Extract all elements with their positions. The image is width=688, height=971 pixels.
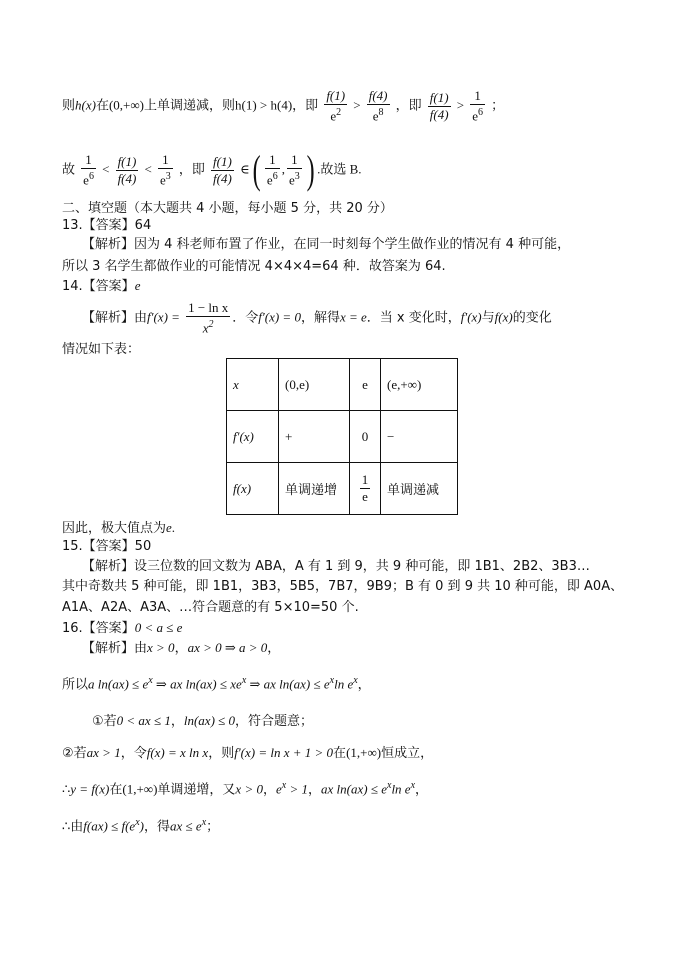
- denominator: e: [372, 108, 379, 124]
- q14-answer: [62, 278, 140, 295]
- exponent: x: [241, 675, 247, 686]
- fraction: [367, 88, 390, 124]
- table-cell: (e,+∞): [381, 359, 458, 411]
- exponent: x: [329, 675, 335, 686]
- math: f′(x): [460, 309, 482, 325]
- exponent: 3: [165, 170, 171, 182]
- q16-case-2: [62, 745, 433, 762]
- text: 14.【答案】: [62, 279, 135, 294]
- numerator: f(1): [326, 88, 346, 103]
- numerator: 1: [287, 152, 302, 169]
- exponent: 6: [477, 107, 483, 118]
- math: h(x): [75, 97, 96, 113]
- fraction: [324, 88, 347, 124]
- math: x > 0: [147, 640, 175, 655]
- right-paren: ): [306, 147, 315, 192]
- text: .故选 B.: [317, 161, 362, 177]
- text: 恒成立，: [381, 746, 434, 761]
- math: h(1) > h(4): [235, 97, 293, 113]
- exponent: x: [148, 675, 153, 686]
- numerator: 1: [361, 472, 369, 487]
- table-cell: [350, 463, 381, 515]
- text: ；: [206, 819, 220, 835]
- math: f′(x) = 0: [258, 309, 301, 325]
- text: ，令: [120, 746, 147, 761]
- left-paren: (: [252, 147, 261, 192]
- numerator: 1: [81, 152, 96, 169]
- numerator: f(1): [117, 153, 137, 169]
- line-monotone-h: [62, 88, 504, 124]
- q15-analysis-2: 其中奇数共 5 种可能，即 1B1，3B3，5B5，7B7，9B9；B 有 0 到 9 共 10 种可能，即 A0A、: [62, 579, 624, 594]
- denominator: e: [362, 489, 368, 504]
- text: ∴由: [62, 819, 84, 835]
- fraction: [287, 152, 302, 188]
- numerator: f(1): [213, 153, 232, 169]
- text: ，: [170, 714, 184, 729]
- q15-analysis-3: A1A、A2A、A3A、…符合题意的有 5×10=50 个.: [62, 600, 359, 615]
- fraction: [211, 154, 234, 187]
- text: 故: [62, 162, 76, 178]
- math: x = e: [339, 309, 367, 325]
- section-title: 二、填空题（本大题共 4 小题，每小题 5 分，共 20 分）: [62, 201, 393, 216]
- exponent: 8: [378, 107, 384, 118]
- numerator: 1 − ln x: [188, 300, 229, 315]
- text: ，: [308, 782, 322, 798]
- math: e: [275, 781, 282, 797]
- text: ，解得: [300, 310, 340, 326]
- q14-analysis-2: 情况如下表：: [62, 342, 141, 357]
- numerator: 1: [470, 88, 485, 105]
- math: >: [456, 97, 465, 113]
- numerator: f(4): [368, 88, 388, 103]
- math: e: [134, 278, 141, 293]
- math: f′(x) =: [147, 309, 180, 325]
- exponent: x: [135, 817, 140, 828]
- q15-analysis-1: 【解析】设三位数的回文数为 ABA，A 有 1 到 9，共 9 种可能，即 1B1、2B2、3B3…: [82, 559, 590, 574]
- exponent: 6: [272, 170, 278, 182]
- text: 在: [333, 746, 347, 761]
- math: (1,+∞): [346, 745, 382, 760]
- text: ，: [174, 641, 188, 656]
- text: 16.【答案】: [62, 621, 135, 636]
- q16-analysis-2: [62, 673, 371, 693]
- text: ①若: [92, 714, 117, 729]
- math: <: [144, 161, 152, 177]
- denominator: e: [266, 172, 273, 188]
- text: ，符合题意；: [235, 714, 314, 729]
- math: 0 < a ≤ e: [134, 620, 183, 635]
- math: ax ln(ax) ≤ e: [321, 781, 387, 797]
- table-cell: −: [381, 411, 458, 463]
- fraction: [158, 152, 173, 188]
- math: 0 < ax ≤ 1: [116, 713, 171, 728]
- q15-answer: 15.【答案】50: [62, 539, 152, 554]
- text: ，即: [395, 98, 422, 114]
- table-row: [227, 359, 458, 411]
- q16-therefore-1: [62, 778, 428, 798]
- denominator: e: [83, 172, 89, 188]
- numerator: 1: [158, 152, 173, 169]
- text: ，: [262, 782, 276, 798]
- q16-analysis-1: [82, 640, 280, 657]
- table-cell: 单调递增: [279, 463, 350, 515]
- exponent: x: [353, 675, 358, 686]
- fraction: [265, 152, 280, 188]
- math: ∴: [62, 781, 71, 797]
- math: ln(ax) ≤ 0: [183, 713, 236, 728]
- denominator: f(4): [213, 170, 232, 186]
- table-row: [227, 411, 458, 463]
- fraction: [186, 300, 230, 336]
- math: a ln(ax) ≤ e: [88, 676, 149, 692]
- table-cell: +: [279, 411, 350, 463]
- math: ax > 0 ⇒ a > 0: [187, 640, 268, 655]
- math: e: [166, 520, 172, 535]
- text: 则: [62, 98, 76, 114]
- q13-analysis-2: 所以 3 名学生都做作业的可能情况 4×4×4=64 种．故答案为 64.: [62, 259, 446, 274]
- text: ，即: [292, 98, 319, 114]
- text: ，即: [178, 162, 205, 178]
- math: (0,+∞): [108, 97, 144, 113]
- text: 在: [95, 98, 109, 114]
- text: 在: [109, 782, 123, 798]
- numerator: 1: [265, 152, 280, 169]
- text: ，: [415, 782, 429, 798]
- text: ，得: [143, 819, 170, 835]
- text: 所以: [62, 677, 89, 693]
- math: ⇒ ax ln(ax) ≤ e: [246, 676, 330, 692]
- math: f′(x) = ln x + 1 > 0: [234, 745, 334, 760]
- math: x > 0: [235, 781, 263, 797]
- math: ): [139, 818, 144, 834]
- exponent: 3: [294, 170, 300, 182]
- math: f(x): [494, 309, 513, 325]
- table-cell: 0: [350, 411, 381, 463]
- denominator: e: [288, 172, 295, 188]
- q16-case-1: [92, 713, 313, 730]
- q14-analysis-1: [82, 300, 552, 336]
- fraction: [428, 90, 451, 123]
- table-cell: f′(x): [227, 411, 279, 463]
- fraction: [360, 472, 371, 505]
- math: f(ax) ≤ f: [83, 818, 126, 834]
- math: ln e: [334, 676, 354, 692]
- text: 单调递增，又: [157, 782, 236, 798]
- q16-therefore-2: [62, 815, 219, 835]
- math: ⇒ ax ln(ax) ≤ xe: [152, 676, 242, 692]
- text: ，: [267, 641, 281, 656]
- denominator: e: [330, 108, 337, 124]
- text: ②若: [62, 746, 87, 761]
- math: > 1: [286, 781, 308, 797]
- variation-table: [226, 358, 458, 515]
- math: ∈: [239, 161, 250, 177]
- text: 【解析】由: [82, 310, 148, 326]
- exponent: 6: [88, 170, 94, 182]
- q13-answer: 13.【答案】64: [62, 218, 152, 233]
- math: >: [353, 97, 361, 113]
- text: ．令: [232, 310, 259, 326]
- fraction: [470, 88, 485, 124]
- table-cell: (0,e): [279, 359, 350, 411]
- table-cell: x: [227, 359, 279, 411]
- table-cell: e: [350, 359, 381, 411]
- exponent: x: [410, 780, 416, 791]
- text: 上单调递减，则: [143, 98, 235, 114]
- line-conclusion: [62, 147, 362, 192]
- exponent: 2: [336, 107, 342, 118]
- exponent: x: [201, 817, 207, 828]
- denominator: e: [159, 172, 166, 188]
- exponent: 2: [208, 319, 214, 330]
- table-row: [227, 463, 458, 515]
- table-cell: 单调递减: [381, 463, 458, 515]
- exponent: x: [386, 780, 392, 791]
- text: ．当 x 变化时，: [366, 310, 461, 326]
- table-cell: f(x): [227, 463, 279, 515]
- math: <: [102, 161, 110, 177]
- text: 与: [481, 310, 495, 326]
- text: .: [171, 520, 176, 535]
- q13-analysis-1: 【解析】因为 4 科老师布置了作业，在同一时刻每个学生做作业的情况有 4 种可能，: [82, 237, 571, 252]
- text: ，则: [208, 746, 235, 761]
- math: ax > 1: [86, 745, 121, 760]
- math: ,: [281, 161, 285, 177]
- denominator: x: [202, 320, 209, 336]
- denominator: e: [472, 108, 478, 124]
- text: 的变化: [512, 310, 552, 326]
- text: 【解析】由: [82, 641, 148, 656]
- math: f(x) = x ln x: [146, 745, 209, 760]
- numerator: f(1): [429, 89, 449, 105]
- text: ，: [357, 677, 371, 693]
- q14-conclusion: [62, 520, 175, 537]
- exponent: x: [281, 780, 287, 791]
- text: 因此，极大值点为: [62, 521, 167, 536]
- fraction: [116, 154, 139, 187]
- fraction: [81, 152, 96, 188]
- math: (1,+∞): [122, 781, 158, 797]
- q16-answer: [62, 620, 182, 637]
- math: ln e: [391, 781, 411, 797]
- text: ；: [491, 98, 505, 114]
- math: (e: [125, 818, 136, 834]
- denominator: f(4): [429, 106, 449, 122]
- math: ax ≤ e: [170, 818, 202, 834]
- math: y = f(x): [70, 781, 110, 797]
- denominator: f(4): [117, 170, 137, 186]
